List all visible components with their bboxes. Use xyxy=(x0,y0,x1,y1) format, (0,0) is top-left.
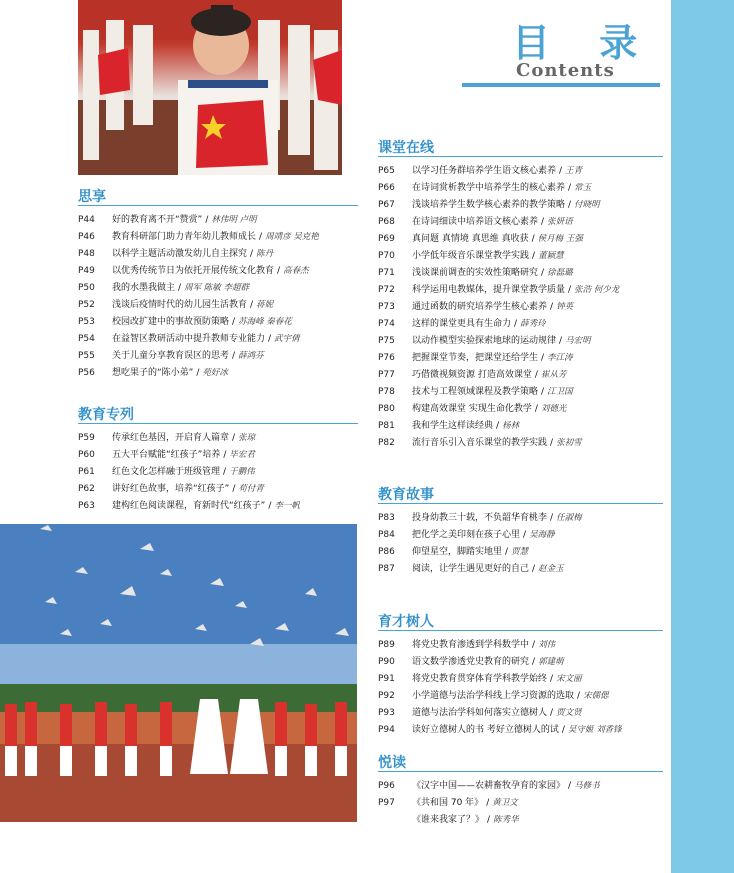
toc-entry[interactable] xyxy=(78,464,358,481)
separator: / xyxy=(541,217,545,227)
page-number: P86 xyxy=(378,547,395,557)
separator: / xyxy=(577,691,581,701)
page-number: P52 xyxy=(78,300,95,310)
article-title: 讲好红色故事，培养“红孩子” xyxy=(112,484,230,494)
page-number: P80 xyxy=(378,404,395,414)
toc-entry[interactable] xyxy=(78,430,358,447)
section-heading: 思享 xyxy=(78,189,106,205)
article-title: 将党史教育渗透到学科数学中 xyxy=(412,640,530,650)
article-title: 以动作模型实验探索地球的运动规律 xyxy=(412,336,557,346)
article-author: 陈秀华 xyxy=(493,815,519,825)
article-author: 郭建萌 xyxy=(538,657,564,667)
page-number: P63 xyxy=(78,501,95,511)
page-number: P68 xyxy=(378,217,395,227)
toc-entry[interactable] xyxy=(378,795,663,812)
article-author: 周靖彦 吴克艳 xyxy=(265,232,319,242)
section-divider xyxy=(378,156,663,157)
article-title: 小学低年级音乐课堂教学实践 xyxy=(412,251,530,261)
article-title: 我和学生这样读经典 xyxy=(412,421,494,431)
toc-entry[interactable] xyxy=(378,231,663,248)
article-title: 浅谈后疫情时代的幼儿园生活教育 xyxy=(112,300,248,310)
article-title: 巧借微视频资源 打造高效课堂 xyxy=(412,370,532,380)
article-author: 赵金玉 xyxy=(538,564,564,574)
toc-entry[interactable] xyxy=(378,299,663,316)
page-number: P97 xyxy=(378,798,395,808)
article-title: 仰望星空，脚踏实地里 xyxy=(412,547,503,557)
toc-entry[interactable] xyxy=(78,314,358,331)
toc-entry[interactable] xyxy=(378,688,663,705)
article-title: 科学运用电教媒体，提升课堂教学质量 xyxy=(412,285,566,295)
toc-entry[interactable] xyxy=(378,333,663,350)
article-title: 技术与工程领域课程及教学策略 xyxy=(412,387,539,397)
title-divider xyxy=(462,83,660,87)
article-author: 李江涛 xyxy=(547,353,573,363)
article-author: 周军 陈敏 李超群 xyxy=(184,283,249,293)
toc-entry[interactable] xyxy=(78,297,358,314)
article-author: 苏海峰 秦春花 xyxy=(238,317,292,327)
article-title: 以学习任务群培养学生语文核心素养 xyxy=(412,166,557,176)
section-heading: 教育专列 xyxy=(78,407,134,423)
toc-entry[interactable] xyxy=(378,527,663,544)
page-number: P48 xyxy=(78,249,95,259)
separator: / xyxy=(223,450,227,460)
doves-ceremony-photo xyxy=(0,524,357,822)
article-title: 投身幼教三十载，不负韶华育桃李 xyxy=(412,513,548,523)
separator: / xyxy=(568,285,572,295)
toc-entry[interactable] xyxy=(378,778,663,795)
article-title: 传承红色基因，开启育人篇章 xyxy=(112,433,230,443)
article-author: 林伟明 卢明 xyxy=(211,215,257,225)
toc-entry[interactable] xyxy=(378,265,663,282)
article-title: 建构红色阅读课程，育新时代“红孩子” xyxy=(112,501,266,511)
page-number: P82 xyxy=(378,438,395,448)
article-title: 以科学主题活动激发幼儿自主探究 xyxy=(112,249,248,259)
article-title: 在诗词赏析教学中培养学生的核心素养 xyxy=(412,183,566,193)
article-title: 以优秀传统节日为依托开展传统文化教育 xyxy=(112,266,275,276)
separator: / xyxy=(196,368,200,378)
toc-entry[interactable] xyxy=(78,348,358,365)
separator: / xyxy=(568,200,572,210)
page-number: P91 xyxy=(378,674,395,684)
page-number: P74 xyxy=(378,319,395,329)
article-title: 关于儿童分享教育误区的思考 xyxy=(112,351,230,361)
toc-entry[interactable] xyxy=(378,248,663,265)
page-title: 目 录 xyxy=(512,20,656,65)
separator: / xyxy=(205,215,209,225)
separator: / xyxy=(559,166,563,176)
section-divider xyxy=(378,503,663,504)
toc-entry[interactable] xyxy=(78,212,358,229)
article-title: 构建高效课堂 实现生命化教学 xyxy=(412,404,532,414)
article-author: 张妍语 xyxy=(547,217,573,227)
separator: / xyxy=(561,725,565,735)
toc-entry[interactable] xyxy=(378,671,663,688)
page-number: P83 xyxy=(378,513,395,523)
separator: / xyxy=(232,433,236,443)
article-author: 马宏明 xyxy=(565,336,591,346)
separator: / xyxy=(550,513,554,523)
separator: / xyxy=(534,370,538,380)
section-heading: 悦读 xyxy=(378,755,406,771)
section-heading: 教育故事 xyxy=(378,487,434,503)
separator: / xyxy=(486,798,490,808)
toc-entry[interactable] xyxy=(78,229,358,246)
separator: / xyxy=(223,467,227,477)
separator: / xyxy=(534,404,538,414)
page-number: P62 xyxy=(78,484,95,494)
article-author: 蒋妮 xyxy=(256,300,274,310)
article-author: 李一帆 xyxy=(274,501,300,511)
article-author: 钟英 xyxy=(556,302,574,312)
page-number: P55 xyxy=(78,351,95,361)
students-flag-photo xyxy=(78,0,342,175)
toc-entry[interactable] xyxy=(378,197,663,214)
page-number: P61 xyxy=(78,467,95,477)
toc-entry[interactable] xyxy=(378,214,663,231)
separator: / xyxy=(532,251,536,261)
article-author: 宋文丽 xyxy=(556,674,582,684)
toc-entry[interactable] xyxy=(78,331,358,348)
page-number: P89 xyxy=(378,640,395,650)
page-number: P81 xyxy=(378,421,395,431)
toc-entry[interactable] xyxy=(378,722,663,739)
toc-entry[interactable] xyxy=(378,418,663,435)
page-number: P87 xyxy=(378,564,395,574)
toc-entry[interactable] xyxy=(378,654,663,671)
separator: / xyxy=(232,351,236,361)
toc-entry[interactable] xyxy=(378,316,663,333)
article-author: 董颖慧 xyxy=(538,251,564,261)
page-number: P69 xyxy=(378,234,395,244)
article-author: 杨林 xyxy=(502,421,520,431)
page-number: P44 xyxy=(78,215,95,225)
article-author: 陈丹 xyxy=(256,249,274,259)
separator: / xyxy=(268,501,272,511)
article-author: 吴海静 xyxy=(529,530,555,540)
page-number: P56 xyxy=(78,368,95,378)
article-title: 将党史教育贯穿体育学科教学始终 xyxy=(412,674,548,684)
side-color-bar xyxy=(671,0,734,873)
separator: / xyxy=(178,283,182,293)
separator: / xyxy=(250,300,254,310)
article-title: 这样的课堂更具有生命力 xyxy=(412,319,512,329)
separator: / xyxy=(505,547,509,557)
article-title: 小学道德与法治学科线上学习资源的选取 xyxy=(412,691,575,701)
article-title: 阅读，让学生遇见更好的自己 xyxy=(412,564,530,574)
article-author: 侯月梅 王强 xyxy=(537,234,583,244)
separator: / xyxy=(523,530,527,540)
separator: / xyxy=(514,319,518,329)
article-author: 张初雪 xyxy=(556,438,582,448)
article-title: 通过函数的研究培养学生核心素养 xyxy=(412,302,548,312)
toc-entry[interactable] xyxy=(378,367,663,384)
separator: / xyxy=(559,336,563,346)
toc-entry[interactable] xyxy=(378,350,663,367)
page-number: P50 xyxy=(78,283,95,293)
article-author: 黄卫文 xyxy=(492,798,518,808)
article-author: 崔从芳 xyxy=(540,370,567,380)
page-number: P96 xyxy=(378,781,395,791)
page-number: P59 xyxy=(78,433,95,443)
article-author: 张浩 何少龙 xyxy=(574,285,620,295)
separator: / xyxy=(550,302,554,312)
article-title: 校园改扩建中的事故预防策略 xyxy=(112,317,230,327)
page-number: P70 xyxy=(378,251,395,261)
page-number: P71 xyxy=(378,268,395,278)
section-sixiang xyxy=(78,186,358,382)
toc-entry[interactable] xyxy=(78,365,358,382)
article-title: 《共和国 70 年》 xyxy=(412,798,484,808)
article-title: 读好立德树人的书 考好立德树人的试 xyxy=(412,725,559,735)
article-title: 我的水墨我做主 xyxy=(112,283,176,293)
separator: / xyxy=(532,564,536,574)
section-heading: 课堂在线 xyxy=(378,140,434,156)
section-ketang xyxy=(378,137,663,452)
article-title: 流行音乐引入音乐课堂的教学实践 xyxy=(412,438,548,448)
article-title: 在诗词细读中培养语文核心素养 xyxy=(412,217,539,227)
article-title: 《汉字中国——农耕畜牧孕育的家园》 xyxy=(412,781,566,791)
article-author: 徐磊璐 xyxy=(547,268,573,278)
article-title: 好的教育离不开“赞赏” xyxy=(112,215,203,225)
page-number: P72 xyxy=(378,285,395,295)
toc-entry[interactable] xyxy=(378,282,663,299)
article-title: 《谁来我家了？》 xyxy=(412,815,485,825)
section-zhuanlie xyxy=(78,404,358,515)
toc-entry[interactable] xyxy=(378,705,663,722)
page-number: P73 xyxy=(378,302,395,312)
separator: / xyxy=(531,234,535,244)
section-gushi xyxy=(378,484,663,578)
toc-entry[interactable] xyxy=(378,401,663,418)
separator: / xyxy=(496,421,500,431)
toc-entry[interactable] xyxy=(378,812,663,829)
page-number: P66 xyxy=(378,183,395,193)
separator: / xyxy=(541,268,545,278)
page-number: P67 xyxy=(378,200,395,210)
separator: / xyxy=(532,657,536,667)
article-author: 武宇倩 xyxy=(274,334,300,344)
article-author: 宋儒偲 xyxy=(583,691,609,701)
toc-entry[interactable] xyxy=(378,163,663,180)
page-number: P53 xyxy=(78,317,95,327)
toc-entry[interactable] xyxy=(378,510,663,527)
page-number: P84 xyxy=(378,530,395,540)
toc-entry[interactable] xyxy=(78,498,358,515)
article-author: 刘德光 xyxy=(540,404,567,414)
article-title: 真问题 真情境 真思维 真收获 xyxy=(412,234,529,244)
article-title: 教育科研部门助力青年幼儿教师成长 xyxy=(112,232,257,242)
article-author: 苑好冰 xyxy=(202,368,228,378)
separator: / xyxy=(541,387,545,397)
toc-entry[interactable] xyxy=(78,263,358,280)
page-number: P94 xyxy=(378,725,395,735)
section-yuedu xyxy=(378,752,663,829)
article-author: 王青 xyxy=(565,166,583,176)
separator: / xyxy=(232,484,236,494)
article-author: 毕宏君 xyxy=(229,450,255,460)
separator: / xyxy=(550,708,554,718)
page-subtitle: Contents xyxy=(516,60,615,81)
article-author: 薛鸿芬 xyxy=(238,351,264,361)
page-number: P65 xyxy=(378,166,395,176)
toc-entry[interactable] xyxy=(378,544,663,561)
article-author: 苟付青 xyxy=(238,484,264,494)
article-author: 高春杰 xyxy=(283,266,309,276)
toc-entry[interactable] xyxy=(78,246,358,263)
article-author: 张琼 xyxy=(238,433,256,443)
toc-entry[interactable] xyxy=(378,384,663,401)
separator: / xyxy=(232,317,236,327)
article-author: 任淑梅 xyxy=(556,513,582,523)
page-number: P75 xyxy=(378,336,395,346)
toc-entry[interactable] xyxy=(78,280,358,297)
article-title: 道德与法治学科如何落实立德树人 xyxy=(412,708,548,718)
article-title: 语文数学渗透党史教育的研究 xyxy=(412,657,530,667)
toc-entry[interactable] xyxy=(78,481,358,498)
separator: / xyxy=(277,266,281,276)
article-author: 吴守姬 刘香锋 xyxy=(567,725,622,735)
page-number: P60 xyxy=(78,450,95,460)
article-author: 刘伟 xyxy=(538,640,556,650)
separator: / xyxy=(550,438,554,448)
section-divider xyxy=(378,630,663,631)
article-title: 浅谈课前调查的实效性策略研究 xyxy=(412,268,539,278)
article-title: 浅谈培养学生数学核心素养的教学策略 xyxy=(412,200,566,210)
page-number: P76 xyxy=(378,353,395,363)
article-author: 于鹏伟 xyxy=(229,467,255,477)
page-number: P77 xyxy=(378,370,395,380)
article-author: 江卫国 xyxy=(547,387,573,397)
article-title: 把握课堂节奏，把课堂还给学生 xyxy=(412,353,539,363)
article-author: 薛秀玲 xyxy=(520,319,546,329)
separator: / xyxy=(568,781,572,791)
article-title: 想吃果子的“陈小弟” xyxy=(112,368,194,378)
article-author: 付晓明 xyxy=(574,200,600,210)
page-number: P54 xyxy=(78,334,95,344)
article-author: 常玉 xyxy=(574,183,592,193)
article-title: 把化学之美印刻在孩子心里 xyxy=(412,530,521,540)
article-title: 在益智区教研活动中提升教师专业能力 xyxy=(112,334,266,344)
separator: / xyxy=(532,640,536,650)
article-author: 贾文贤 xyxy=(556,708,582,718)
toc-entry[interactable] xyxy=(378,435,663,452)
page-number: P46 xyxy=(78,232,95,242)
article-author: 贾慧 xyxy=(511,547,529,557)
section-divider xyxy=(78,423,358,424)
toc-entry[interactable] xyxy=(378,561,663,578)
separator: / xyxy=(568,183,572,193)
article-title: 红色文化怎样融于班级管理 xyxy=(112,467,221,477)
toc-entry[interactable] xyxy=(378,180,663,197)
page-number: P78 xyxy=(378,387,395,397)
page-number: P49 xyxy=(78,266,95,276)
separator: / xyxy=(268,334,272,344)
page-number: P92 xyxy=(378,691,395,701)
toc-entry[interactable] xyxy=(78,447,358,464)
page-number: P93 xyxy=(378,708,395,718)
separator: / xyxy=(487,815,491,825)
separator: / xyxy=(550,674,554,684)
article-title: 五大平台赋能“红孩子”培养 xyxy=(112,450,221,460)
separator: / xyxy=(250,249,254,259)
toc-entry[interactable] xyxy=(378,637,663,654)
page-number: P90 xyxy=(378,657,395,667)
section-divider xyxy=(378,771,663,772)
section-heading: 育才树人 xyxy=(378,614,434,630)
article-author: 马修书 xyxy=(574,781,600,791)
separator: / xyxy=(259,232,263,242)
section-divider xyxy=(78,205,358,206)
separator: / xyxy=(541,353,545,363)
